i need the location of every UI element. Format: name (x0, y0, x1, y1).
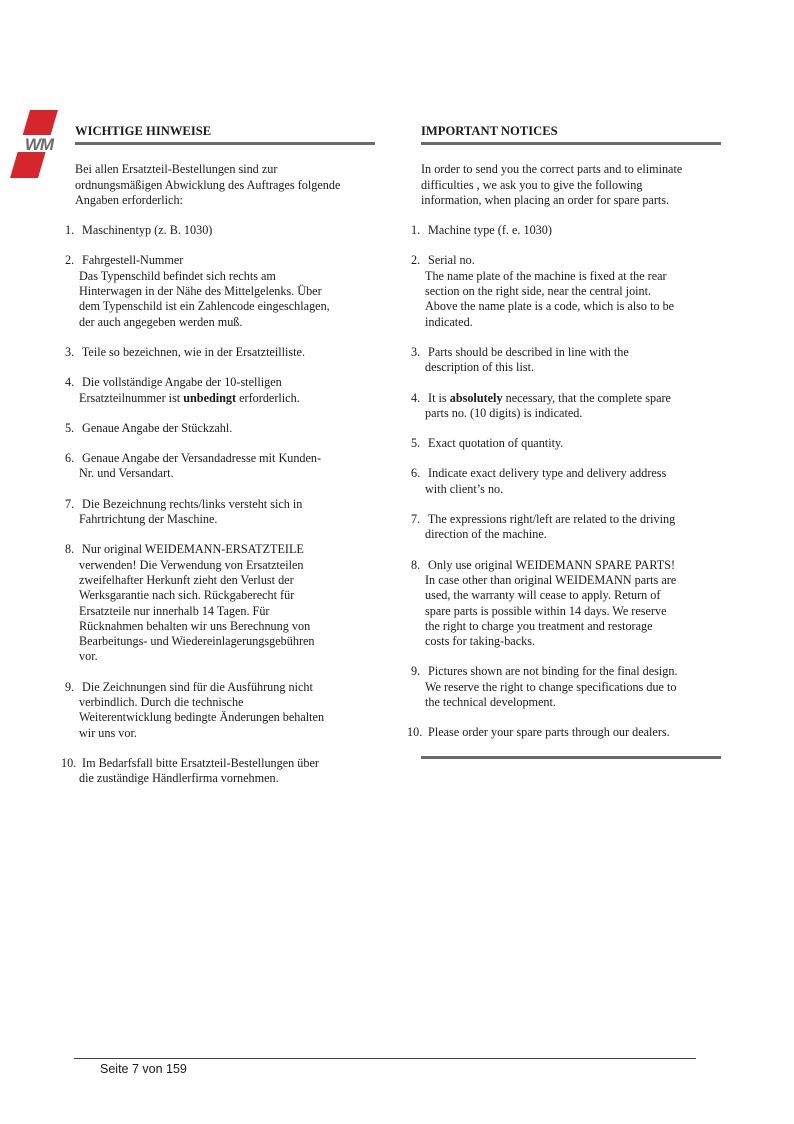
german-intro: Bei allen Ersatzteil-Bestellungen sind zur ordnungsmäßigen Abwicklung des Auftrages folgende Angaben erforderlich: (75, 162, 341, 207)
footer-divider (74, 1058, 696, 1059)
list-item: 4. It is absolutely necessary, that the complete spare parts no. (10 digits) is indicated. (411, 390, 671, 420)
emphasis-absolutely: absolutely (449, 390, 503, 405)
weidemann-wm-logo-icon (10, 110, 68, 178)
german-notice-list (61, 223, 375, 786)
list-item: 5. Exact quotation of quantity. (411, 436, 564, 451)
list-item: 9. Pictures shown are not binding for the final design. We reserve the right to change specifications due to the technical development. (411, 664, 678, 710)
svg-text:WM: WM (24, 135, 54, 154)
page-number: Seite 7 von 159 (100, 1062, 187, 1076)
german-heading: WICHTIGE HINWEISE (75, 124, 375, 145)
list-item: 3. Parts should be described in line with the description of this list. (411, 344, 629, 375)
list-item: 8. Only use original WEIDEMANN SPARE PARTS! In case other than original WEIDEMANN parts are used, the warranty will cease to apply. Return of spare parts is possible within 14 days. We reserve the right to charge you treatment and restorage costs for taking-backs. (411, 557, 677, 649)
weidemann-logo (10, 110, 68, 178)
list-item: 8. Nur original WEIDEMANN-ERSATZTEILE verwenden! Die Verwendung von Ersatzteilen zweifelhafter Herkunft zieht den Verlust der Werksgarantie nach sich. Rückgaberecht für Ersatzteile nur innerhalb 14 Tagen. Für Rücknahmen behalten wir uns Berechnung von Bearbeitungs- und Wiedereinlagerungsgebühren vor. (65, 542, 315, 664)
list-item: 10. Please order your spare parts through our dealers. (407, 725, 670, 740)
list-item: 7. The expressions right/left are related to the driving direction of the machine. (411, 512, 676, 542)
english-column (407, 124, 721, 759)
list-item: 6. Genaue Angabe der Versandadresse mit Kunden- Nr. und Versandart. (65, 451, 322, 481)
list-item: 9. Die Zeichnungen sind für die Ausführung nicht verbindlich. Durch die technische Weiterentwicklung bedingte Änderungen behalten wir uns vor. (65, 679, 325, 740)
list-item: 2. Serial no. The name plate of the machine is fixed at the rear section on the right side, near the central joint. Above the name plate is a code, which is also to be indicated. (411, 253, 675, 329)
list-item: 5. Genaue Angabe der Stückzahl. (65, 420, 233, 435)
english-intro: In order to send you the correct parts and to eliminate difficulties , we ask you to give the following information, when placing an order for spare parts. (421, 162, 683, 207)
german-column (61, 124, 375, 787)
emphasis-unbedingt: unbedingt (183, 390, 237, 405)
list-item: 1. Maschinentyp (z. B. 1030) (65, 223, 213, 238)
list-item: 2. Fahrgestell-Nummer Das Typenschild befindet sich rechts am Hinterwagen in der Nähe des Mittelgelenks. Über dem Typenschild ist ein Zahlencode eingeschlagen, der auch angegeben werden muß. (65, 253, 330, 329)
list-item: 4. Die vollständige Angabe der 10-stelligen Ersatzteilnummer ist unbedingt erforderlich. (65, 375, 300, 405)
list-item: 6. Indicate exact delivery type and delivery address with client’s no. (411, 466, 667, 496)
list-item: 3. Teile so bezeichnen, wie in der Ersatzteilliste. (65, 344, 305, 359)
list-item: 1. Machine type (f. e. 1030) (411, 223, 552, 238)
list-item: 7. Die Bezeichnung rechts/links versteht sich in Fahrtrichtung der Maschine. (65, 496, 303, 527)
english-notice-list (407, 223, 721, 740)
english-heading: IMPORTANT NOTICES (421, 124, 721, 145)
english-end-rule (421, 756, 721, 759)
list-item: 10. Im Bedarfsfall bitte Ersatzteil-Bestellungen über die zuständige Händlerfirma vornehmen. (61, 755, 319, 786)
